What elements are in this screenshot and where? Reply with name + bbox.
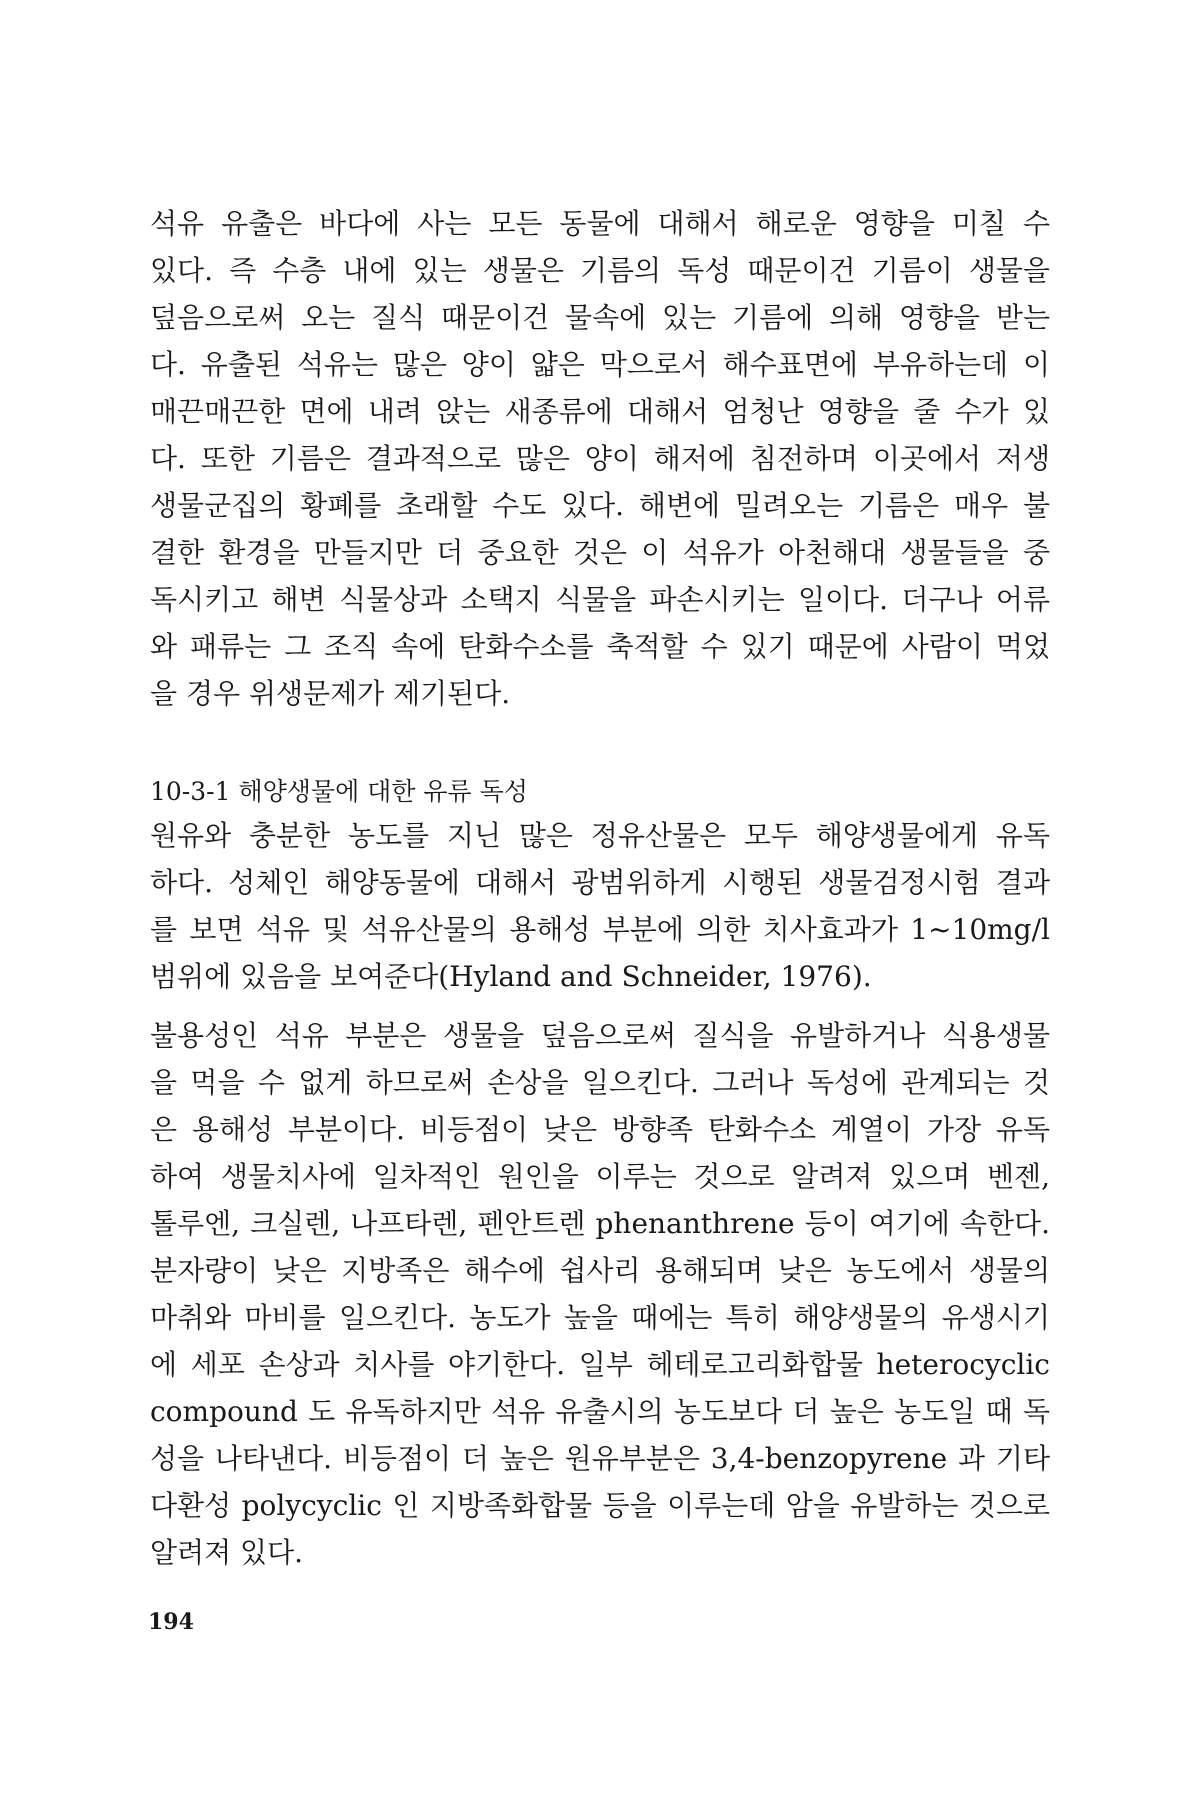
text-line: compound 도 유독하지만 석유 유출시의 농도보다 더 높은 농도일 때 독 — [150, 1395, 1050, 1428]
paragraph-toxicity-bioassay — [150, 812, 1050, 1000]
text-line: 을 먹을 수 없게 하므로써 손상을 일으킨다. 그러나 독성에 관계되는 것 — [150, 1066, 1050, 1099]
paragraph-oil-spill-effects — [150, 200, 1050, 717]
text-line: 분자량이 낮은 지방족은 해수에 쉽사리 용해되며 낮은 농도에서 생물의 — [150, 1254, 1050, 1287]
text-line: 하다. 성체인 해양동물에 대해서 광범위하게 시행된 생물검정시험 결과 — [150, 866, 1050, 899]
text-line: 범위에 있음을 보여준다(Hyland and Schneider, 1976). — [150, 960, 872, 993]
text-line: 와 패류는 그 조직 속에 탄화수소를 축적할 수 있기 때문에 사람이 먹었 — [150, 630, 1050, 663]
text-line: 를 보면 석유 및 석유산물의 용해성 부분에 의한 치사효과가 1~10mg/l — [150, 913, 1050, 946]
text-line: 다환성 polycyclic 인 지방족화합물 등을 이루는데 암을 유발하는 것으로 — [150, 1489, 1050, 1522]
text-line: 은 용해성 부분이다. 비등점이 낮은 방향족 탄화수소 계열이 가장 유독 — [150, 1113, 1050, 1146]
paragraph-soluble-fraction — [150, 1012, 1050, 1576]
text-line: 에 세포 손상과 치사를 야기한다. 일부 헤테로고리화합물 heterocyclic — [150, 1348, 1050, 1381]
text-line: 생물군집의 황폐를 초래할 수도 있다. 해변에 밀려오는 기름은 매우 불 — [150, 489, 1050, 522]
text-line: 매끈매끈한 면에 내려 앉는 새종류에 대해서 엄청난 영향을 줄 수가 있 — [150, 395, 1050, 428]
text-line: 불용성인 석유 부분은 생물을 덮음으로써 질식을 유발하거나 식용생물 — [150, 1019, 1050, 1052]
text-line: 결한 환경을 만들지만 더 중요한 것은 이 석유가 아천해대 생물들을 중 — [150, 536, 1050, 569]
text-line: 독시키고 해변 식물상과 소택지 식물을 파손시키는 일이다. 더구나 어류 — [150, 583, 1050, 616]
text-line: 석유 유출은 바다에 사는 모든 동물에 대해서 해로운 영향을 미칠 수 — [150, 207, 1050, 240]
text-line: 다. 또한 기름은 결과적으로 많은 양이 해저에 침전하며 이곳에서 저생 — [150, 442, 1050, 475]
text-line: 알려져 있다. — [150, 1536, 304, 1569]
text-line: 있다. 즉 수층 내에 있는 생물은 기름의 독성 때문이건 기름이 생물을 — [150, 254, 1050, 287]
text-line: 성을 나타낸다. 비등점이 더 높은 원유부분은 3,4-benzopyrene 과 기타 — [150, 1442, 1050, 1475]
text-line: 을 경우 위생문제가 제기된다. — [150, 677, 511, 710]
text-line: 하여 생물치사에 일차적인 원인을 이루는 것으로 알려져 있으며 벤젠, — [150, 1160, 1050, 1193]
page-number: 194 — [148, 1609, 194, 1635]
text-line: 다. 유출된 석유는 많은 양이 얇은 막으로서 해수표면에 부유하는데 이 — [150, 348, 1050, 381]
text-line: 마취와 마비를 일으킨다. 농도가 높을 때에는 특히 해양생물의 유생시기 — [150, 1301, 1050, 1334]
section-heading: 10-3-1 해양생물에 대한 유류 독성 — [150, 777, 528, 806]
text-line: 톨루엔, 크실렌, 나프타렌, 펜안트렌 phenanthrene 등이 여기에 속한다. — [150, 1207, 1050, 1240]
text-line: 덮음으로써 오는 질식 때문이건 물속에 있는 기름에 의해 영향을 받는 — [150, 301, 1050, 334]
text-line: 원유와 충분한 농도를 지닌 많은 정유산물은 모두 해양생물에게 유독 — [150, 819, 1050, 852]
